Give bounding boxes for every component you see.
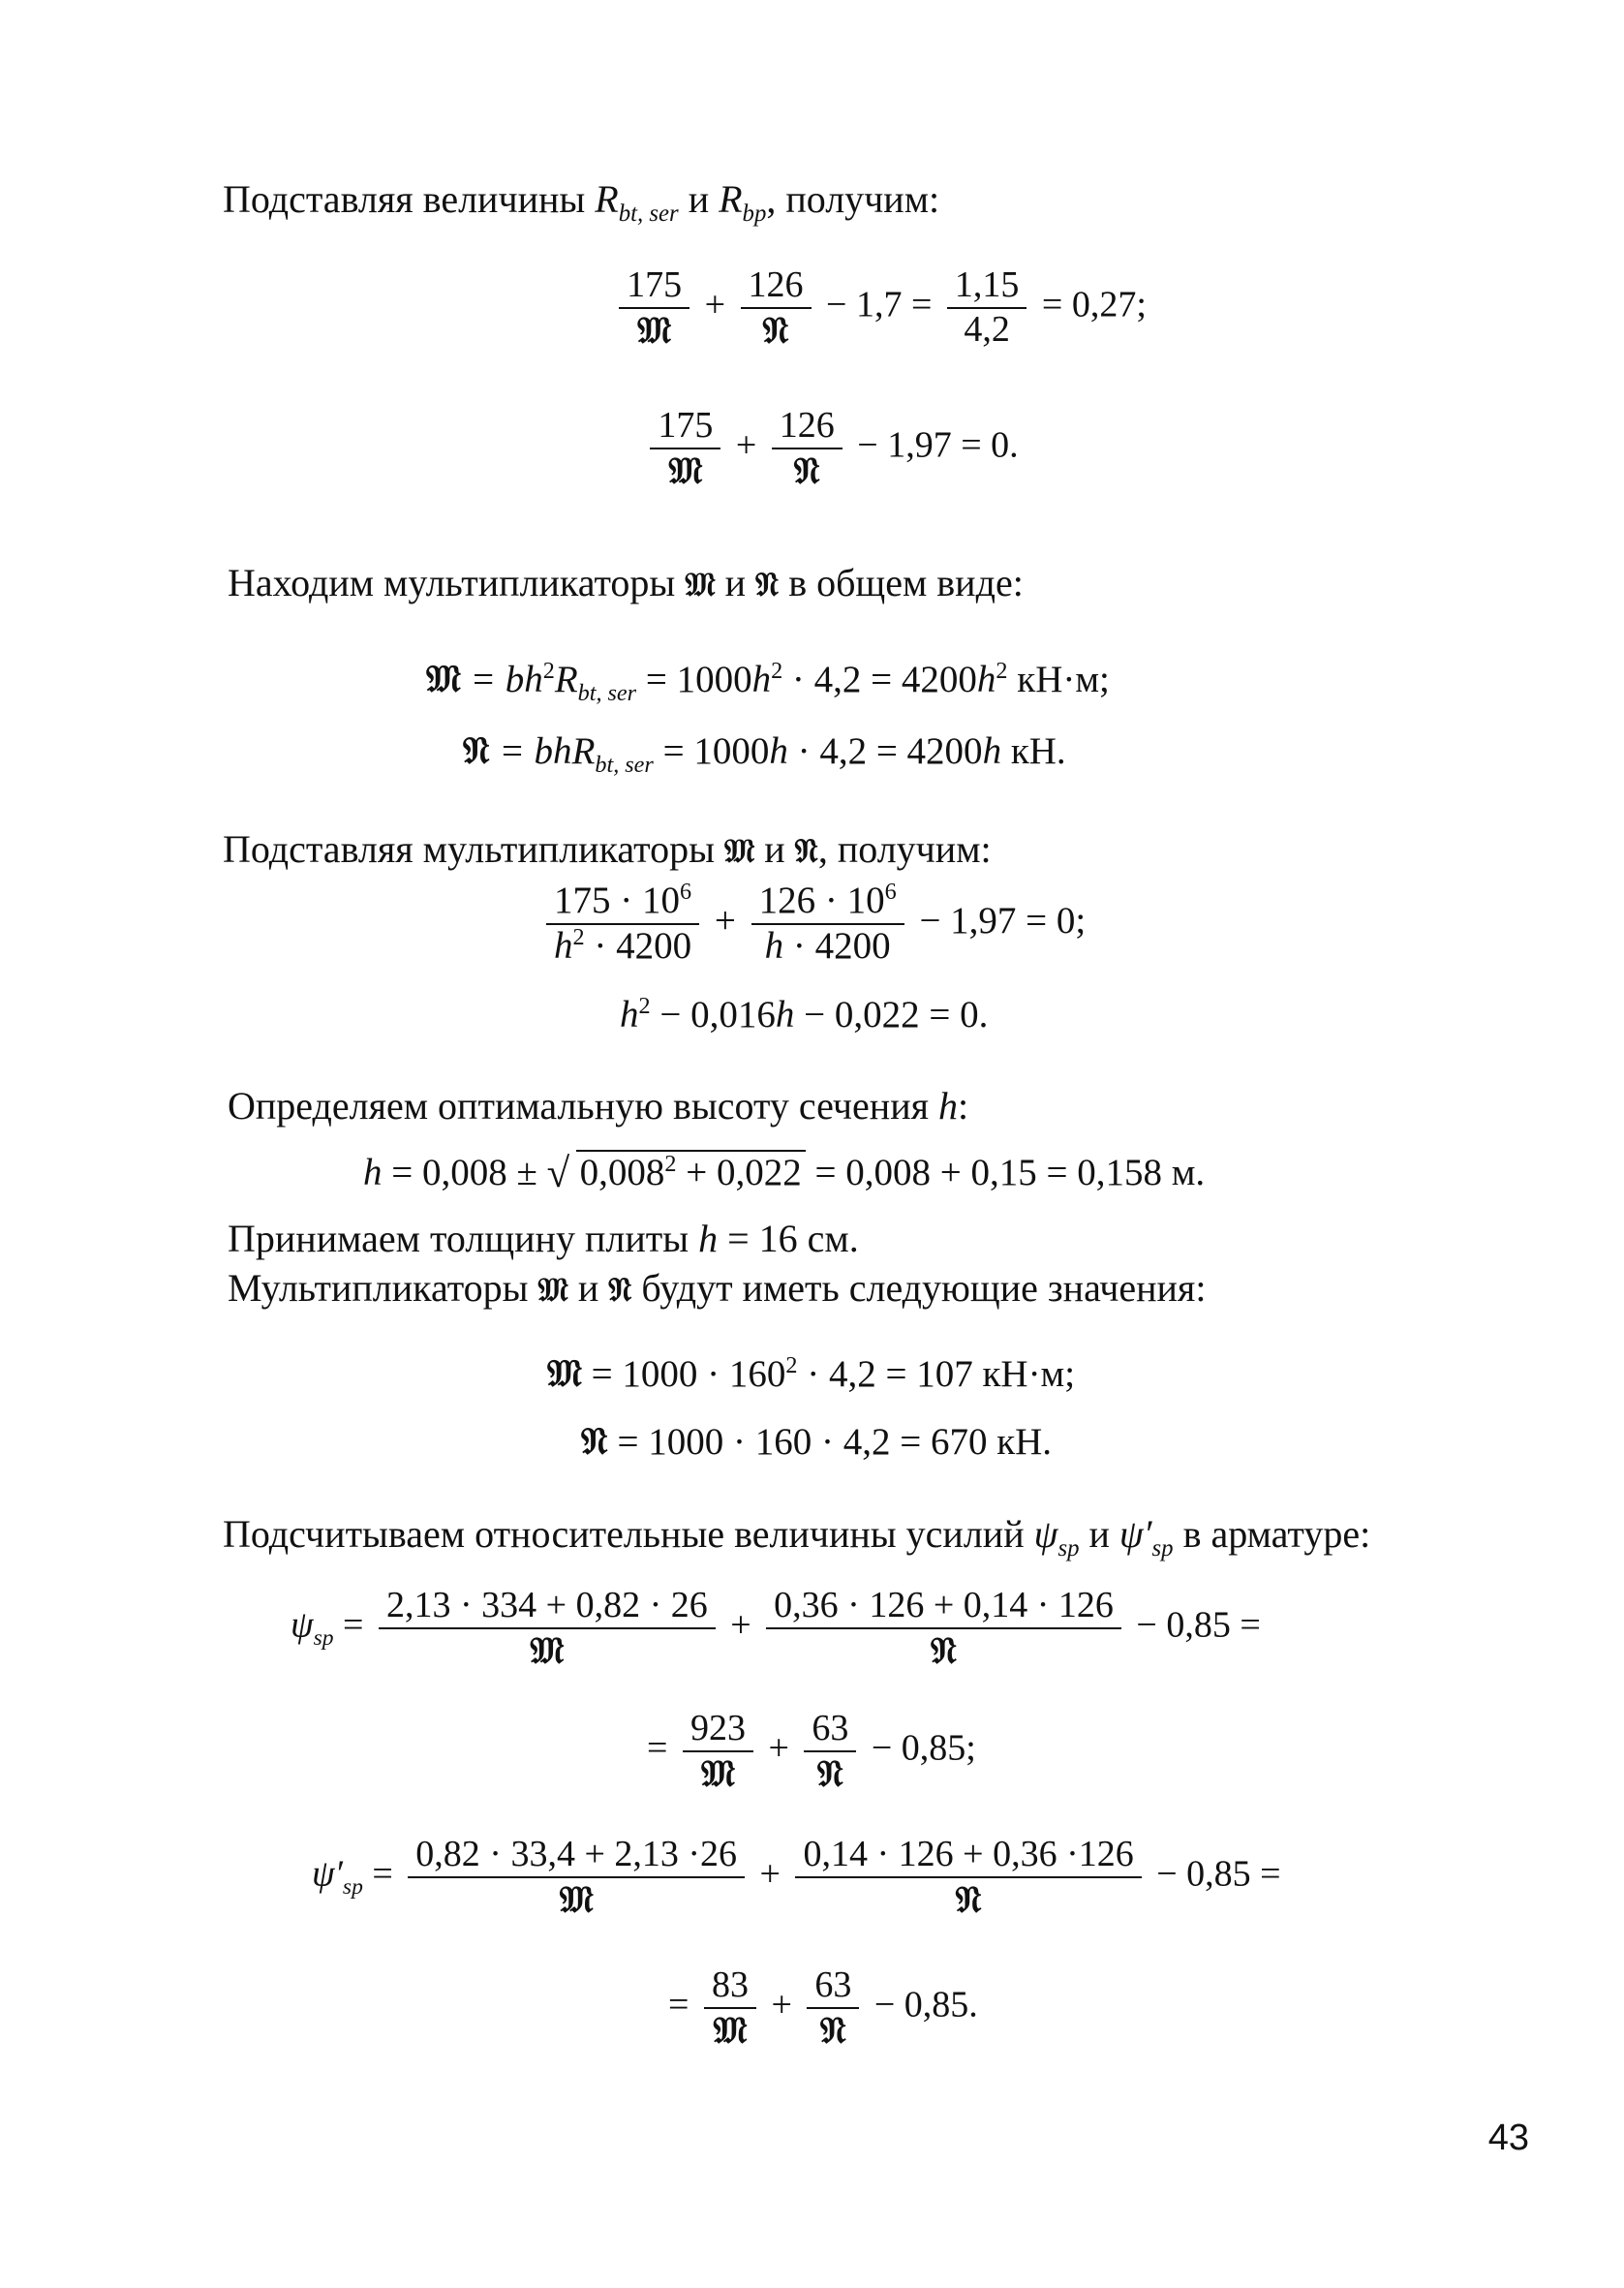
- paragraph-multiplier-values: Мультипликаторы 𝔐 и 𝔑 будут иметь следующие значения:: [228, 1266, 1207, 1310]
- equation-h-solution: h = 0,008 ± √ $0,008^2 + 0,022 = 0,008 + 0,15 = 0,158$ м.: [363, 1151, 1206, 1196]
- equation-2: $\frac{175}{\text{𝔐}}$ + $\frac{126}{\text{𝔑}}$ − 1,97 = 0.: [0, 407, 1624, 490]
- paragraph-substituting-multipliers: Подставляя мультипликаторы 𝔐 и 𝔑, получим:: [223, 827, 992, 871]
- paragraph-substitution-intro: Подставляя величины $R_{bt, ser}$ и $R_{bp}$, получим:: [223, 177, 940, 227]
- paragraph-optimal-height: Определяем оптимальную высоту сечения h:: [228, 1084, 969, 1128]
- equation-psi-sp-prime: $\psi'_{sp}$ = $\frac{0,82 \cdot 33,4 + 2,13 \cdot 26}{\text{𝔐}}$ + $\frac{0,14 \cdot 126 + 0,36 \cdot 126}{\text{𝔑}}$ − 0,85 =: [312, 1834, 1281, 1921]
- paragraph-relative-forces: Подсчитываем относительные величины усилий $\psi_{sp}$ и $\psi'_{sp}$ в арматуре:: [223, 1512, 1371, 1561]
- paragraph-multipliers-general: Находим мультипликаторы 𝔐 и 𝔑 в общем виде:: [228, 561, 1024, 604]
- square-root: √ $0,008^2 + 0,022$: [547, 1151, 806, 1196]
- equation-5: $\frac{175 \cdot 10^6}{h^2 \cdot 4200}$ + $\frac{126 \cdot 10^6}{h \cdot 4200}$ − 1,97 = 0;: [540, 881, 1086, 967]
- page-number: 43: [1487, 2118, 1529, 2158]
- fraction-126-n: $\frac{126}{\text{𝔑}}$: [741, 266, 812, 350]
- fraction-115-42: $\frac{1,15}{4,2}$: [947, 266, 1027, 350]
- equation-quadratic: $h^2 - 0,016h - 0,022 = 0$.: [620, 993, 989, 1036]
- equation-psi-sp: $\psi_{sp}$ = $\frac{2,13 \cdot 334 + 0,82 \cdot 26}{\text{𝔐}}$ + $\frac{0,36 \cdot 126 + 0,14 \cdot 126}{\text{𝔑}}$ − 0,85 =: [291, 1585, 1261, 1672]
- equation-n-general: 𝔑 = bhR$_{bt, ser}$ = 1000h · 4,2 = 4200h кН.: [463, 728, 1066, 778]
- equation-n-value: 𝔑 = 1000 · 160 · 4,2 = 670 кН.: [581, 1419, 1053, 1464]
- equation-psi-sp-prime-simplified: = $\frac{83}{\text{𝔐}}$ + $\frac{63}{\text{𝔑}}$ − 0,85.: [668, 1964, 978, 2052]
- equation-m-general: 𝔐 = $bh^2R_{bt, ser} = 1000h^2 \cdot 4,2 = 4200h^2$ кН·м;: [426, 657, 1110, 706]
- equation-1: $\frac{175}{\text{𝔐}}$ + $\frac{126}{\text{𝔑}}$ − 1,7 = $\frac{1,15}{4,2}$ = 0,27;: [0, 266, 1624, 350]
- equation-psi-sp-simplified: = $\frac{923}{\text{𝔐}}$ + $\frac{63}{\text{𝔑}}$ − 0,85;: [647, 1708, 976, 1795]
- paragraph-slab-thickness: Принимаем толщину плиты h = 16 см.: [228, 1217, 859, 1260]
- equation-m-value: 𝔐 = $1000 \cdot 160^2 \cdot 4,2 = 107$ кН·м;: [547, 1351, 1076, 1396]
- fraction-175-m: $\frac{175}{\text{𝔐}}$: [619, 266, 689, 350]
